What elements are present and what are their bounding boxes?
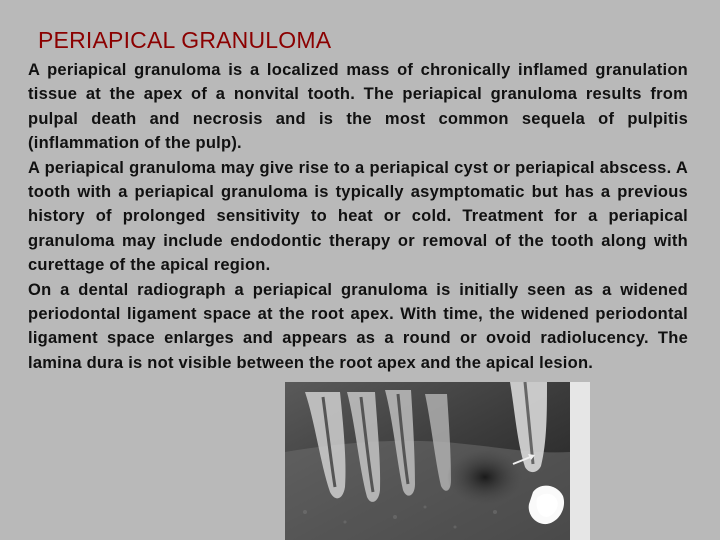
paragraph-clinical: A periapical granuloma may give rise to a periapical cyst or periapical abscess. A tooth with a periapical granuloma is typically asymptomatic but has a previous history of prolonged sensitivity to heat or cold. Treatment for a periapical granuloma may include endodontic therapy or removal of the tooth along with curettage of the apical region. — [28, 158, 688, 275]
slide-body — [28, 58, 688, 375]
paragraph-radiograph: On a dental radiograph a periapical granuloma is initially seen as a widened periodontal ligament space at the root apex. With time, the widened periodontal ligament space enlarges and appears as a round or ovoid radiolucency. The lamina dura is not visible between the root apex and the apical lesion. — [28, 280, 688, 372]
paragraph-definition: A periapical granuloma is a localized mass of chronically inflamed granulation tissue at the apex of a nonvital tooth. The periapical granuloma results from pulpal death and necrosis and is the most common sequela of pulpitis (inflammation of the pulp). — [28, 61, 688, 153]
radiograph-graphic — [285, 382, 590, 540]
slide-title: PERIAPICAL GRANULOMA — [38, 27, 332, 53]
dental-radiograph-image — [285, 382, 590, 540]
